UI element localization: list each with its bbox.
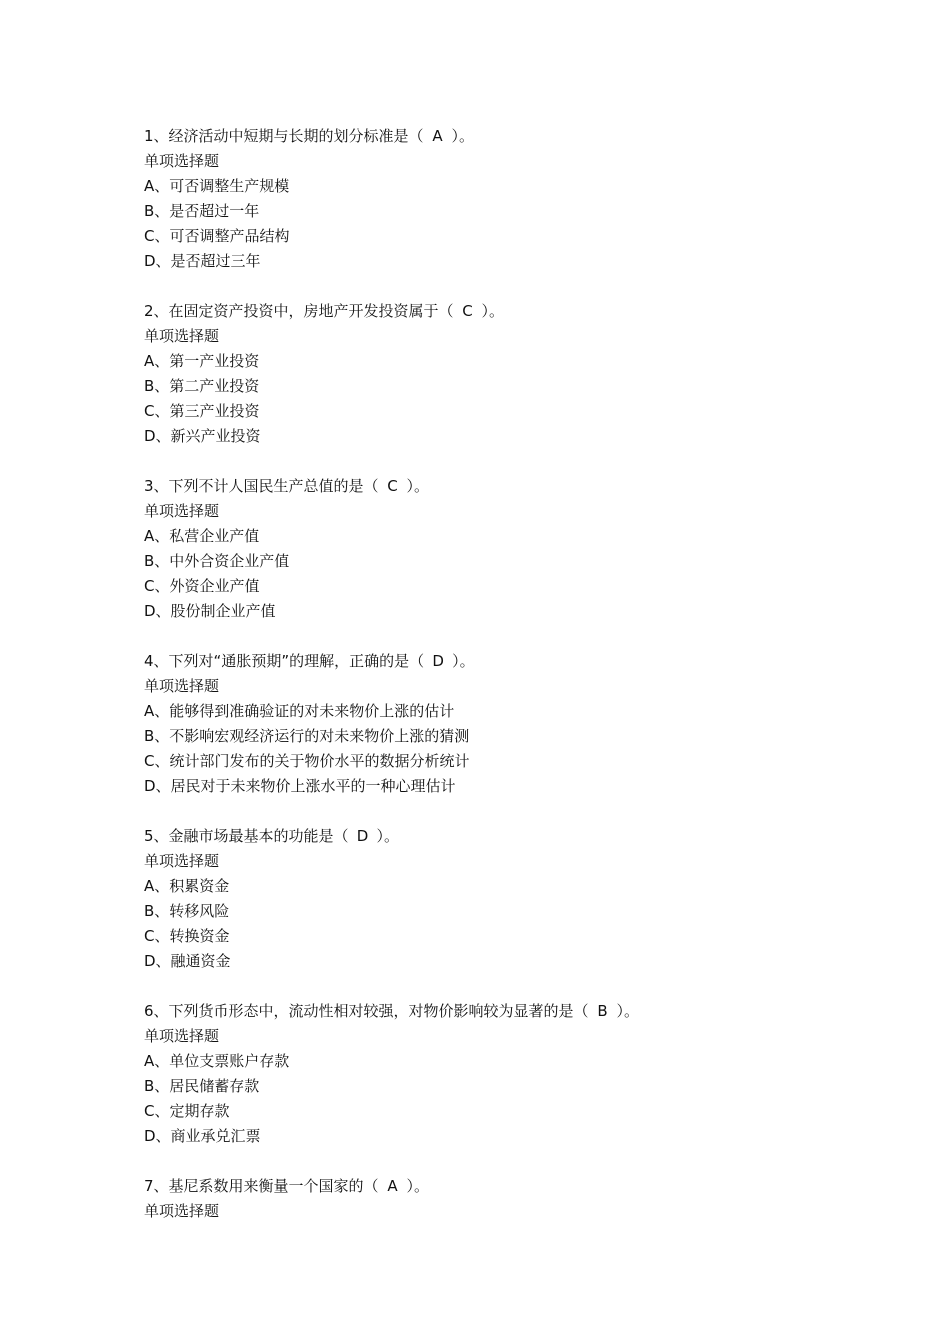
question-stem-end: ）。 (451, 127, 475, 145)
question-stem-end: ）。 (481, 302, 505, 320)
answer-option: C、第三产业投资 (144, 402, 260, 420)
answer-option: C、可否调整产品结构 (144, 227, 290, 245)
answer-option: B、是否超过一年 (144, 202, 260, 220)
question-block (144, 474, 844, 624)
question-stem (144, 999, 844, 1024)
question-type: 单项选择题 (144, 327, 220, 345)
question-block (144, 124, 844, 274)
question-text: 1、经济活动中短期与长期的划分标准是（ (144, 127, 424, 145)
question-stem (144, 824, 844, 849)
question-text: 6、下列货币形态中，流动性相对较强，对物价影响较为显著的是（ (144, 1002, 589, 1020)
question-stem (144, 649, 844, 674)
question-stem-end: ）。 (406, 1177, 430, 1195)
answer-letter: D (432, 652, 444, 670)
answer-option: C、外资企业产值 (144, 577, 260, 595)
answer-letter: A (387, 1177, 398, 1195)
answer-option: A、可否调整生产规模 (144, 177, 290, 195)
question-block (144, 999, 844, 1149)
question-type: 单项选择题 (144, 502, 220, 520)
answer-option: A、第一产业投资 (144, 352, 260, 370)
question-text: 5、金融市场最基本的功能是（ (144, 827, 349, 845)
answer-option: D、新兴产业投资 (144, 427, 261, 445)
answer-option: C、转换资金 (144, 927, 230, 945)
answer-option: A、能够得到准确验证的对未来物价上涨的估计 (144, 702, 455, 720)
question-stem-end: ）。 (406, 477, 430, 495)
question-text: 2、在固定资产投资中，房地产开发投资属于（ (144, 302, 454, 320)
document-body (144, 124, 844, 1249)
question-stem-end: ）。 (616, 1002, 640, 1020)
question-block (144, 649, 844, 799)
answer-option: D、居民对于未来物价上涨水平的一种心理估计 (144, 777, 456, 795)
answer-option: D、股份制企业产值 (144, 602, 276, 620)
answer-option: D、融通资金 (144, 952, 231, 970)
answer-option: D、商业承兑汇票 (144, 1127, 261, 1145)
question-stem-end: ）。 (452, 652, 475, 670)
answer-option: B、中外合资企业产值 (144, 552, 290, 570)
answer-option: C、统计部门发布的关于物价水平的数据分析统计 (144, 752, 470, 770)
answer-option: B、不影响宏观经济运行的对未来物价上涨的猜测 (144, 727, 470, 745)
question-stem-end: ）。 (376, 827, 400, 845)
answer-option: A、私营企业产值 (144, 527, 260, 545)
question-stem (144, 474, 844, 499)
question-block (144, 1174, 844, 1224)
answer-letter: D (356, 827, 369, 845)
question-type: 单项选择题 (144, 852, 220, 870)
answer-option: B、居民储蓄存款 (144, 1077, 260, 1095)
answer-letter: B (597, 1002, 608, 1020)
question-stem (144, 299, 844, 324)
question-block (144, 299, 844, 449)
answer-letter: C (387, 477, 398, 495)
question-type: 单项选择题 (144, 1027, 220, 1045)
answer-letter: C (462, 302, 473, 320)
question-text: 7、基尼系数用来衡量一个国家的（ (144, 1177, 379, 1195)
question-type: 单项选择题 (144, 152, 220, 170)
question-stem (144, 1174, 844, 1199)
answer-option: D、是否超过三年 (144, 252, 261, 270)
question-stem (144, 124, 844, 149)
question-text: 4、下列对“通胀预期”的理解，正确的是（ (144, 652, 425, 670)
question-block (144, 824, 844, 974)
question-type: 单项选择题 (144, 677, 220, 695)
answer-option: B、第二产业投资 (144, 377, 260, 395)
answer-letter: A (432, 127, 443, 145)
answer-option: A、积累资金 (144, 877, 230, 895)
question-type: 单项选择题 (144, 1202, 220, 1220)
answer-option: C、定期存款 (144, 1102, 230, 1120)
answer-option: B、转移风险 (144, 902, 230, 920)
answer-option: A、单位支票账户存款 (144, 1052, 290, 1070)
question-text: 3、下列不计人国民生产总值的是（ (144, 477, 379, 495)
